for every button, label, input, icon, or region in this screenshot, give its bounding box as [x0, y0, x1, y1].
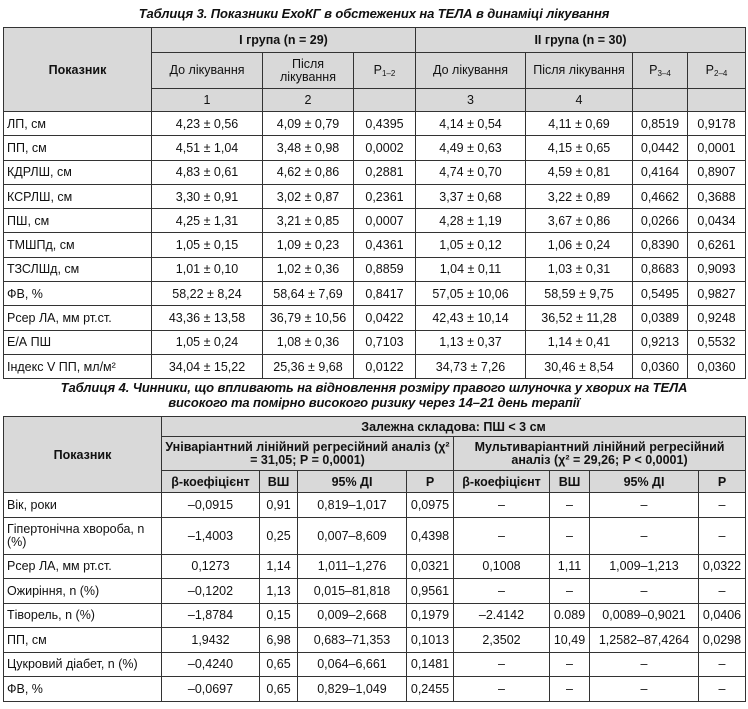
table-cell: 34,73 ± 7,26 — [416, 354, 526, 378]
table-cell: 3,48 ± 0,98 — [263, 136, 354, 160]
table-cell: 6,98 — [260, 628, 298, 653]
table-cell: 0,8417 — [354, 282, 416, 306]
before-header: До лікування — [416, 53, 526, 89]
row-label: Вік, роки — [4, 493, 162, 518]
table-cell: 2,3502 — [454, 628, 550, 653]
table4-caption-line2: високого та помірно високого ризику через 14–21 день терапії — [168, 395, 580, 410]
table-cell: 4,09 ± 0,79 — [263, 112, 354, 136]
table-cell: 4,51 ± 1,04 — [152, 136, 263, 160]
table-cell: – — [550, 677, 590, 702]
group2-header: II група (n = 30) — [416, 28, 746, 53]
table-row — [4, 306, 746, 330]
dependent-header: Залежна складова: ПШ < 3 см — [162, 417, 746, 437]
table-cell: 0,9213 — [633, 330, 688, 354]
table-cell: 0,8390 — [633, 233, 688, 257]
col-number: 2 — [263, 89, 354, 112]
table-cell: 0,0360 — [633, 354, 688, 378]
table-cell: 0,1979 — [407, 603, 454, 628]
table-cell: 1,009–1,213 — [590, 554, 699, 579]
table-cell: 0,0122 — [354, 354, 416, 378]
table-cell: 0,0089–0,9021 — [590, 603, 699, 628]
row-label: ПШ, см — [4, 209, 152, 233]
table-cell: 4,28 ± 1,19 — [416, 209, 526, 233]
table-row — [4, 628, 746, 653]
table-cell: 0,8907 — [688, 160, 746, 184]
table-cell: 0,65 — [260, 677, 298, 702]
table-cell: 3,67 ± 0,86 — [526, 209, 633, 233]
table-cell: 0,25 — [260, 517, 298, 554]
table-cell: – — [454, 677, 550, 702]
table-row — [4, 257, 746, 281]
table-cell: 3,21 ± 0,85 — [263, 209, 354, 233]
col-number-empty — [354, 89, 416, 112]
table-cell: – — [590, 493, 699, 518]
table-cell: 0,2881 — [354, 160, 416, 184]
table-cell: 58,64 ± 7,69 — [263, 282, 354, 306]
table-cell: 0,007–8,609 — [298, 517, 407, 554]
table-cell: – — [454, 652, 550, 677]
table-cell: 3,22 ± 0,89 — [526, 184, 633, 208]
table-row — [4, 112, 746, 136]
table-cell: – — [699, 677, 746, 702]
table-cell: 42,43 ± 10,14 — [416, 306, 526, 330]
table-cell: 4,49 ± 0,63 — [416, 136, 526, 160]
table-row — [4, 677, 746, 702]
col-number: 4 — [526, 89, 633, 112]
table-cell: 0,9093 — [688, 257, 746, 281]
row-label: Цукровий діабет, n (%) — [4, 652, 162, 677]
table-cell: 0,5495 — [633, 282, 688, 306]
table-cell: 0,6261 — [688, 233, 746, 257]
after-header: Після лікування — [263, 53, 354, 89]
table-cell: – — [454, 517, 550, 554]
table-cell: 0,1481 — [407, 652, 454, 677]
or-header: ВШ — [550, 471, 590, 493]
table-row — [4, 209, 746, 233]
table-row — [4, 579, 746, 604]
table-cell: – — [699, 652, 746, 677]
table-cell: 3,37 ± 0,68 — [416, 184, 526, 208]
table-row — [4, 233, 746, 257]
table-cell: 1,9432 — [162, 628, 260, 653]
table-cell: 0,0007 — [354, 209, 416, 233]
table-cell: – — [590, 517, 699, 554]
table-cell: 0,0266 — [633, 209, 688, 233]
table-cell: 0,3688 — [688, 184, 746, 208]
table-cell: 0,2361 — [354, 184, 416, 208]
table-cell: 1,09 ± 0,23 — [263, 233, 354, 257]
table-cell: – — [454, 579, 550, 604]
table-cell: 0,683–71,353 — [298, 628, 407, 653]
row-label: ПП, см — [4, 136, 152, 160]
table-cell: 0,9178 — [688, 112, 746, 136]
indicator-header: Показник — [4, 417, 162, 493]
table-cell: 4,59 ± 0,81 — [526, 160, 633, 184]
row-label: Гіпертонічна хвороба, n (%) — [4, 517, 162, 554]
table-cell: – — [590, 579, 699, 604]
table-row — [4, 330, 746, 354]
table-cell: –1,4003 — [162, 517, 260, 554]
table-cell: 0,65 — [260, 652, 298, 677]
col-number-empty — [688, 89, 746, 112]
table-cell: 0,15 — [260, 603, 298, 628]
beta-header: β-коефіцієнт — [162, 471, 260, 493]
row-label: Тіворель, n (%) — [4, 603, 162, 628]
row-label: ФВ, % — [4, 677, 162, 702]
table-cell: 0,4662 — [633, 184, 688, 208]
regression-table — [3, 416, 746, 702]
table-cell: 0,0442 — [633, 136, 688, 160]
table-cell: 36,52 ± 11,28 — [526, 306, 633, 330]
table-cell: 0,829–1,049 — [298, 677, 407, 702]
col-number-empty — [633, 89, 688, 112]
table-cell: 1,05 ± 0,15 — [152, 233, 263, 257]
table-cell: 0,9561 — [407, 579, 454, 604]
table-cell: 0,0001 — [688, 136, 746, 160]
table-cell: 1,11 — [550, 554, 590, 579]
table-cell: 43,36 ± 13,58 — [152, 306, 263, 330]
row-label: Ожиріння, n (%) — [4, 579, 162, 604]
table-cell: 0,0298 — [699, 628, 746, 653]
table-cell: – — [590, 677, 699, 702]
table-cell: –2.4142 — [454, 603, 550, 628]
table-cell: 4,15 ± 0,65 — [526, 136, 633, 160]
table-row — [4, 603, 746, 628]
table-cell: 1,05 ± 0,12 — [416, 233, 526, 257]
table-cell: –1,8784 — [162, 603, 260, 628]
table-row — [4, 136, 746, 160]
table-cell: 1,02 ± 0,36 — [263, 257, 354, 281]
col-number: 1 — [152, 89, 263, 112]
table-cell: 0,064–6,661 — [298, 652, 407, 677]
table-cell: 0,4395 — [354, 112, 416, 136]
table-cell: 1,14 — [260, 554, 298, 579]
after-header: Після лікування — [526, 53, 633, 89]
group1-header: I група (n = 29) — [152, 28, 416, 53]
p-header: P — [407, 471, 454, 493]
p12-header: $P_{1-2}$ — [354, 53, 416, 89]
row-label: Е/А ПШ — [4, 330, 152, 354]
ci-header: 95% ДІ — [590, 471, 699, 493]
table-cell: 0,0422 — [354, 306, 416, 330]
table-cell: – — [550, 579, 590, 604]
table-cell: 3,02 ± 0,87 — [263, 184, 354, 208]
table-cell: 0,4398 — [407, 517, 454, 554]
beta-header: β-коефіцієнт — [454, 471, 550, 493]
p-header: P — [699, 471, 746, 493]
row-label: ЛП, см — [4, 112, 152, 136]
table-row — [4, 184, 746, 208]
table-cell: – — [550, 517, 590, 554]
row-label: КДРЛШ, см — [4, 160, 152, 184]
indicator-header: Показник — [4, 28, 152, 112]
row-label: Рсер ЛА, мм рт.ст. — [4, 554, 162, 579]
p24-header: $P_{2-4}$ — [688, 53, 746, 89]
table-cell: 0,0360 — [688, 354, 746, 378]
table-cell: 0,0321 — [407, 554, 454, 579]
table-row — [4, 493, 746, 518]
table-cell: – — [699, 579, 746, 604]
table-cell: 0,8519 — [633, 112, 688, 136]
table-cell: 1,04 ± 0,11 — [416, 257, 526, 281]
table-cell: 3,30 ± 0,91 — [152, 184, 263, 208]
table-cell: 1,08 ± 0,36 — [263, 330, 354, 354]
table-cell: 1,05 ± 0,24 — [152, 330, 263, 354]
row-label: КСРЛШ, см — [4, 184, 152, 208]
row-label: ПП, см — [4, 628, 162, 653]
table-cell: 0,91 — [260, 493, 298, 518]
multivariate-header: Мультиваріантний лінійний регресійний аналіз (χ² = 29,26; Р < 0,0001) — [454, 437, 746, 471]
table3-caption: Таблиця 3. Показники ЕхоКГ в обстежених на ТЕЛА в динаміці лікування — [138, 6, 610, 21]
table-cell: 0,1008 — [454, 554, 550, 579]
table4-caption-line1: Таблиця 4. Чинники, що впливають на відновлення розміру правого шлуночка у хворих на ТЕЛА — [60, 380, 688, 395]
table-cell: 0,819–1,017 — [298, 493, 407, 518]
table-cell: – — [699, 493, 746, 518]
row-label: Індекс V ПП, мл/м² — [4, 354, 152, 378]
table-row — [4, 282, 746, 306]
table-cell: 0,0406 — [699, 603, 746, 628]
table-cell: 0,0434 — [688, 209, 746, 233]
table-cell: 4,62 ± 0,86 — [263, 160, 354, 184]
table-cell: – — [550, 493, 590, 518]
table-cell: 1,13 ± 0,37 — [416, 330, 526, 354]
table-row — [4, 554, 746, 579]
table-cell: 57,05 ± 10,06 — [416, 282, 526, 306]
table-cell: 4,83 ± 0,61 — [152, 160, 263, 184]
table-cell: 34,04 ± 15,22 — [152, 354, 263, 378]
table-cell: 0,8683 — [633, 257, 688, 281]
table-cell: 4,14 ± 0,54 — [416, 112, 526, 136]
table-cell: – — [550, 652, 590, 677]
table-row — [4, 160, 746, 184]
table-cell: 0,2455 — [407, 677, 454, 702]
table-cell: 0,0002 — [354, 136, 416, 160]
table-cell: 1,011–1,276 — [298, 554, 407, 579]
table-cell: 0,7103 — [354, 330, 416, 354]
table-cell: 0,4164 — [633, 160, 688, 184]
row-label: ФВ, % — [4, 282, 152, 306]
table-cell: 0,009–2,668 — [298, 603, 407, 628]
table-cell: – — [454, 493, 550, 518]
table4-caption — [0, 380, 748, 410]
row-label: Рсер ЛА, мм рт.ст. — [4, 306, 152, 330]
table-cell: 0,4361 — [354, 233, 416, 257]
table-cell: 30,46 ± 8,54 — [526, 354, 633, 378]
echo-table — [3, 27, 746, 379]
table-cell: 0,9827 — [688, 282, 746, 306]
table-cell: 4,23 ± 0,56 — [152, 112, 263, 136]
table-cell: 36,79 ± 10,56 — [263, 306, 354, 330]
row-label: ТМШПд, см — [4, 233, 152, 257]
table-cell: –0,0915 — [162, 493, 260, 518]
table-cell: 0,0389 — [633, 306, 688, 330]
table-cell: 0,9248 — [688, 306, 746, 330]
row-label: ТЗСЛШд, см — [4, 257, 152, 281]
table-cell: 10,49 — [550, 628, 590, 653]
table-cell: 4,25 ± 1,31 — [152, 209, 263, 233]
ci-header: 95% ДІ — [298, 471, 407, 493]
table-cell: 0,1273 — [162, 554, 260, 579]
table-cell: 0,1013 — [407, 628, 454, 653]
table-cell: 4,74 ± 0,70 — [416, 160, 526, 184]
table-cell: – — [699, 517, 746, 554]
table-cell: 25,36 ± 9,68 — [263, 354, 354, 378]
table-cell: 58,22 ± 8,24 — [152, 282, 263, 306]
table-cell: 4,11 ± 0,69 — [526, 112, 633, 136]
table-cell: 0,5532 — [688, 330, 746, 354]
table-cell: 1,06 ± 0,24 — [526, 233, 633, 257]
table-cell: 1,03 ± 0,31 — [526, 257, 633, 281]
table-cell: 1,13 — [260, 579, 298, 604]
col-number: 3 — [416, 89, 526, 112]
table-cell: 58,59 ± 9,75 — [526, 282, 633, 306]
table-cell: 0,8859 — [354, 257, 416, 281]
table-cell: 0,015–81,818 — [298, 579, 407, 604]
table-cell: 1,14 ± 0,41 — [526, 330, 633, 354]
p34-header: $P_{3-4}$ — [633, 53, 688, 89]
table-cell: 1,2582–87,4264 — [590, 628, 699, 653]
table-cell: 0.089 — [550, 603, 590, 628]
table-row — [4, 652, 746, 677]
table-cell: –0,1202 — [162, 579, 260, 604]
table-row — [4, 517, 746, 554]
before-header: До лікування — [152, 53, 263, 89]
table-cell: 0,0322 — [699, 554, 746, 579]
table-cell: –0,4240 — [162, 652, 260, 677]
table-row — [4, 354, 746, 378]
table-cell: 0,0975 — [407, 493, 454, 518]
univariate-header: Уніваріантний лінійний регресійний аналіз (χ² = 31,05; Р = 0,0001) — [162, 437, 454, 471]
table-cell: 1,01 ± 0,10 — [152, 257, 263, 281]
table-cell: –0,0697 — [162, 677, 260, 702]
or-header: ВШ — [260, 471, 298, 493]
table-cell: – — [590, 652, 699, 677]
